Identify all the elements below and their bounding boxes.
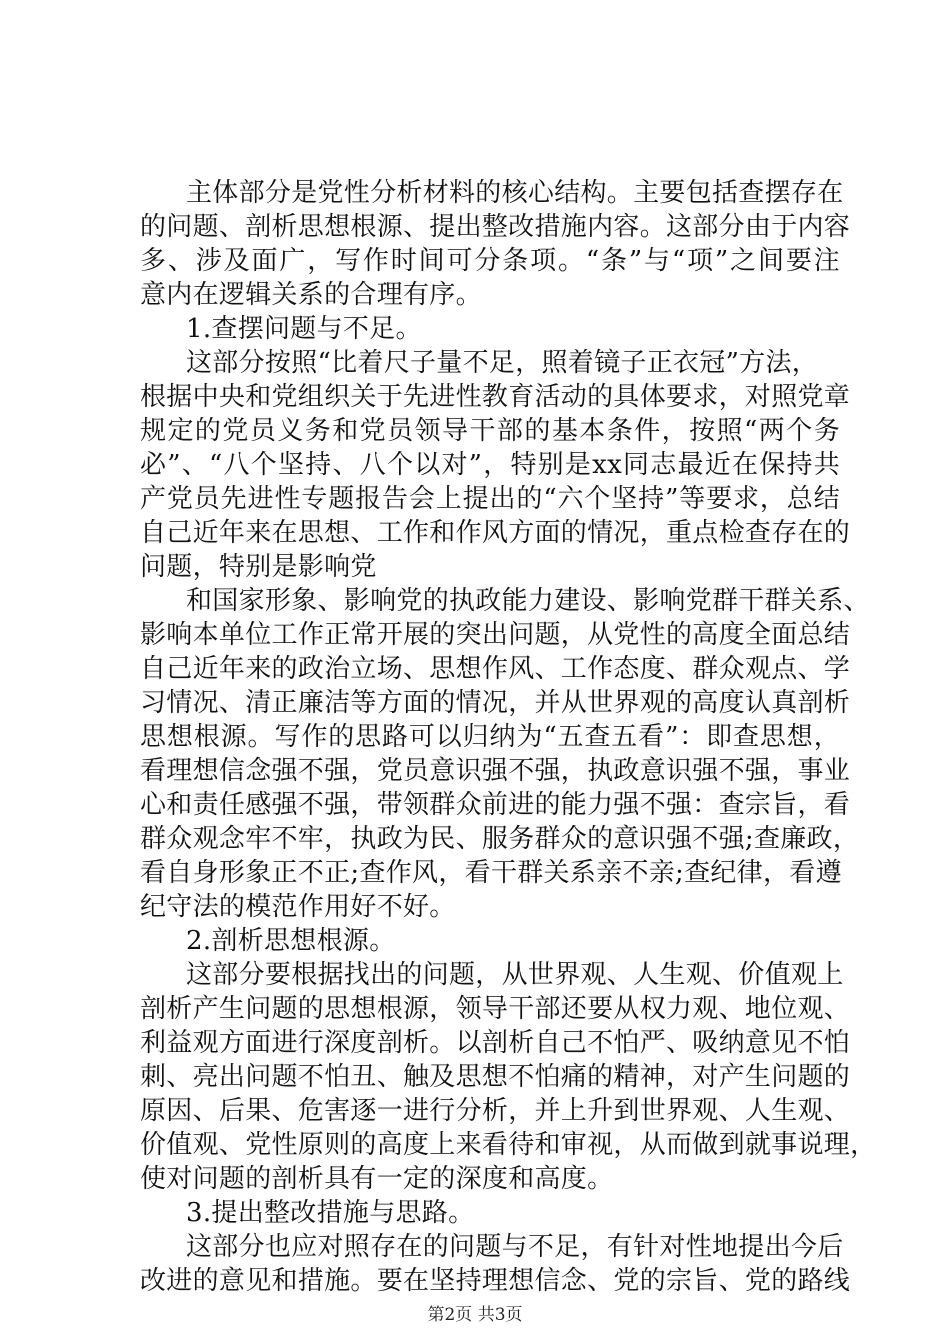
text-line: 多、涉及面广，写作时间可分条项。“条”与“项”之间要注 <box>140 246 840 276</box>
text-line: 主体部分是党性分析材料的核心结构。主要包括查摆存在 <box>186 178 844 208</box>
text-line: 自己近年来的政治立场、思想作风、工作态度、群众观点、学 <box>140 654 851 684</box>
text-line: 必”、“八个坚持、八个以对”，特别是xx同志最近在保持共 <box>140 450 840 480</box>
text-line: 的问题、剖析思想根源、提出整改措施内容。这部分由于内容 <box>140 212 851 242</box>
text-line: 产党员先进性专题报告会上提出的“六个坚持”等要求，总结 <box>140 484 840 514</box>
text-line: 看自身形象正不正;查作风，看干群关系亲不亲;查纪律，看遵 <box>140 858 842 888</box>
text-line: 看理想信念强不强，党员意识强不强，执政意识强不强，事业 <box>140 756 851 786</box>
text-line: 价值观、党性原则的高度上来看待和审视，从而做到就事说理， <box>140 1130 877 1160</box>
text-line: 问题，特别是影响党 <box>140 552 377 582</box>
text-line: 这部分按照“比着尺子量不足，照着镜子正衣冠”方法， <box>186 348 819 378</box>
text-line: 原因、后果、危害逐一进行分析，并上升到世界观、人生观、 <box>140 1096 851 1126</box>
text-line: 利益观方面进行深度剖析。以剖析自己不怕严、吸纳意见不怕 <box>140 1028 851 1058</box>
text-line: 刺、亮出问题不怕丑、触及思想不怕痛的精神，对产生问题的 <box>140 1062 851 1092</box>
section-heading: 3.提出整改措施与思路。 <box>186 1198 475 1228</box>
section-heading: 1.查摆问题与不足。 <box>186 314 422 344</box>
text-line: 这部分也应对照存在的问题与不足，有针对性地提出今后 <box>186 1232 844 1262</box>
text-line: 规定的党员义务和党员领导干部的基本条件，按照“两个务 <box>140 416 840 446</box>
text-line: 纪守法的模范作用好不好。 <box>140 892 456 922</box>
text-line: 根据中央和党组织关于先进性教育活动的具体要求，对照党章 <box>140 382 851 412</box>
text-line: 使对问题的剖析具有一定的深度和高度。 <box>140 1164 614 1194</box>
text-line: 剖析产生问题的思想根源，领导干部还要从权力观、地位观、 <box>140 994 851 1024</box>
text-line: 改进的意见和措施。要在坚持理想信念、党的宗旨、党的路线 <box>140 1266 851 1296</box>
page-number-footer: 第2页 共3页 <box>427 1305 523 1325</box>
text-line: 群众观念牢不牢，执政为民、服务群众的意识强不强;查廉政， <box>140 824 860 854</box>
text-line: 习情况、清正廉洁等方面的情况，并从世界观的高度认真剖析 <box>140 688 851 718</box>
text-line: 意内在逻辑关系的合理有序。 <box>140 280 482 310</box>
text-line: 自己近年来在思想、工作和作风方面的情况，重点检查存在的 <box>140 518 851 548</box>
text-line: 心和责任感强不强，带领群众前进的能力强不强：查宗旨，看 <box>140 790 851 820</box>
section-heading: 2.剖析思想根源。 <box>186 926 396 956</box>
text-line: 这部分要根据找出的问题，从世界观、人生观、价值观上 <box>186 960 844 990</box>
text-line: 和国家形象、影响党的执政能力建设、影响党群干群关系、 <box>186 586 870 616</box>
text-line: 影响本单位工作正常开展的突出问题，从党性的高度全面总结 <box>140 620 851 650</box>
text-line: 思想根源。写作的思路可以归纳为“五查五看”：即查思想， <box>140 722 840 752</box>
